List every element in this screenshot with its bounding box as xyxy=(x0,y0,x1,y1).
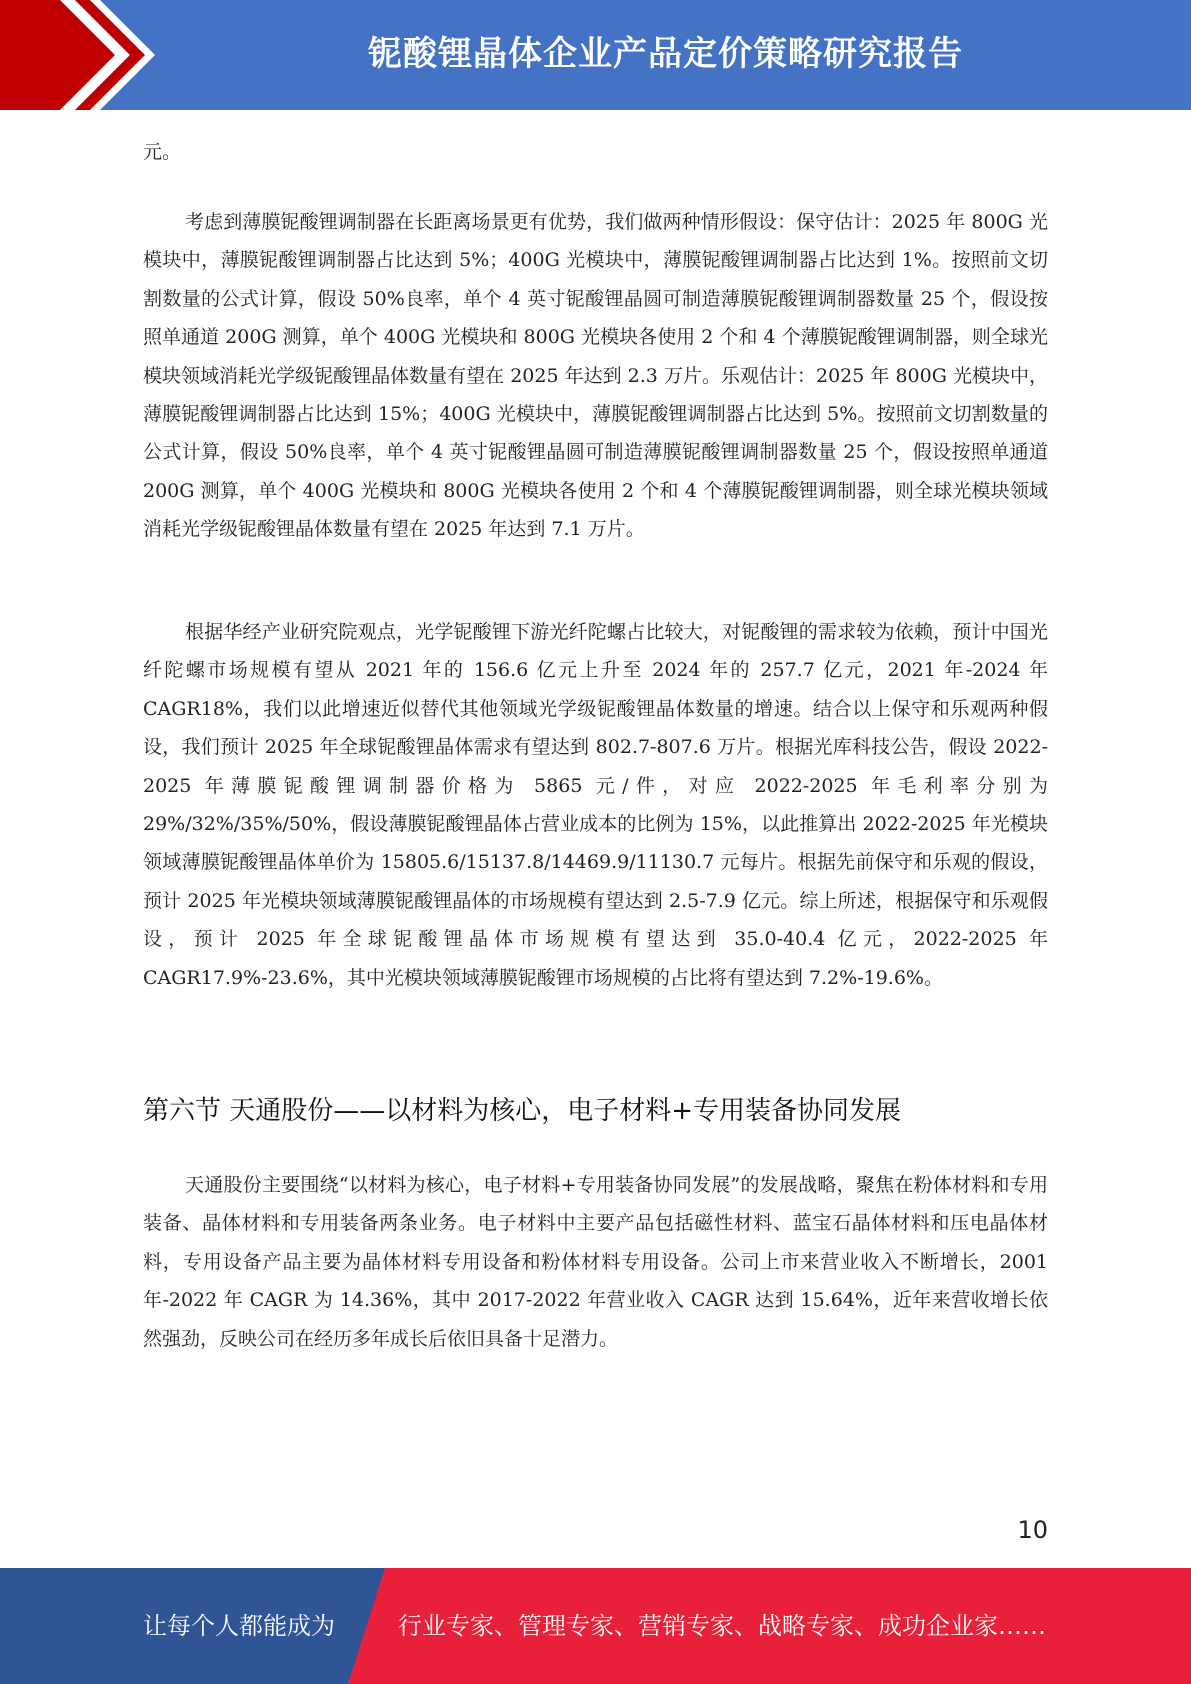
page-footer xyxy=(0,1568,1191,1684)
header-chevron-icon xyxy=(0,0,160,110)
footer-slogan-right: 行业专家、管理专家、营销专家、战略专家、成功企业家…… xyxy=(398,1612,1046,1640)
paragraph-continued: 元。 xyxy=(143,141,182,163)
paragraph-market-size: 根据华经产业研究院观点，光学铌酸锂下游光纤陀螺占比较大，对铌酸锂的需求较为依赖，预计中国光纤陀螺市场规模有望从 2021 年的 156.6 亿元上升至 2024 年的 257.7 亿元，2021 年-2024 年 CAGR18%，我们以此增速近似替代其他领域光学级铌酸锂晶体数量的增速。结合以上保守和乐观两种假设，我们预计 2025 年全球铌酸锂晶体需求有望达到 802.7-807.6 万片。根据光库科技公告，假设 2022-2025 年薄膜铌酸锂调制器价格为 5865 元/件，对应 2022-2025 年毛利率分别为 29%/32%/35%/50%，假设薄膜铌酸锂晶体占营业成本的比例为 15%，以此推算出 2022-2025 年光模块领域薄膜铌酸锂晶体单价为 15805.6/15137.8/14469.9/11130.7 元每片。根据先前保守和乐观的假设，预计 2025 年光模块领域薄膜铌酸锂晶体的市场规模有望达到 2.5-7.9 亿元。综上所述，根据保守和乐观假设，预计 2025 年全球铌酸锂晶体市场规模有望达到 35.0-40.4 亿元，2022-2025 年 CAGR17.9%-23.6%，其中光模块领域薄膜铌酸锂市场规模的占比将有望达到 7.2%-19.6%。 xyxy=(143,621,1048,989)
paragraph-company-overview: 天通股份主要围绕“以材料为核心，电子材料+专用装备协同发展”的发展战略，聚焦在粉体材料和专用装备、晶体材料和专用装备两条业务。电子材料中主要产品包括磁性材料、蓝宝石晶体材料和压电晶体材料，专用设备产品主要为晶体材料专用设备和粉体材料专用设备。公司上市来营业收入不断增长，2001 年-2022 年 CAGR 为 14.36%，其中 2017-2022 年营业收入 CAGR 达到 15.64%，近年来营收增长依然强劲，反映公司在经历多年成长后依旧具备十足潜力。 xyxy=(143,1174,1048,1350)
page-number: 10 xyxy=(1017,1516,1048,1544)
paragraph-assumptions: 考虑到薄膜铌酸锂调制器在长距离场景更有优势，我们做两种情形假设：保守估计：2025 年 800G 光模块中，薄膜铌酸锂调制器占比达到 5%；400G 光模块中，薄膜铌酸锂调制器占比达到 1%。按照前文切割数量的公式计算，假设 50%良率，单个 4 英寸铌酸锂晶圆可制造薄膜铌酸锂调制器数量 25 个，假设按照单通道 200G 测算，单个 400G 光模块和 800G 光模块各使用 2 个和 4 个薄膜铌酸锂调制器，则全球光模块领域消耗光学级铌酸锂晶体数量有望在 2025 年达到 2.3 万片。乐观估计：2025 年 800G 光模块中，薄膜铌酸锂调制器占比达到 15%；400G 光模块中，薄膜铌酸锂调制器占比达到 5%。按照前文切割数量的公式计算，假设 50%良率，单个 4 英寸铌酸锂晶圆可制造薄膜铌酸锂调制器数量 25 个，假设按照单通道 200G 测算，单个 400G 光模块和 800G 光模块各使用 2 个和 4 个薄膜铌酸锂调制器，则全球光模块领域消耗光学级铌酸锂晶体数量有望在 2025 年达到 7.1 万片。 xyxy=(143,211,1048,541)
page-header xyxy=(0,0,1191,110)
report-title: 铌酸锂晶体企业产品定价策略研究报告 xyxy=(368,34,963,74)
section-heading: 第六节 天通股份——以材料为核心，电子材料+专用装备协同发展 xyxy=(143,1096,902,1126)
footer-slogan-left: 让每个人都能成为 xyxy=(143,1612,335,1640)
